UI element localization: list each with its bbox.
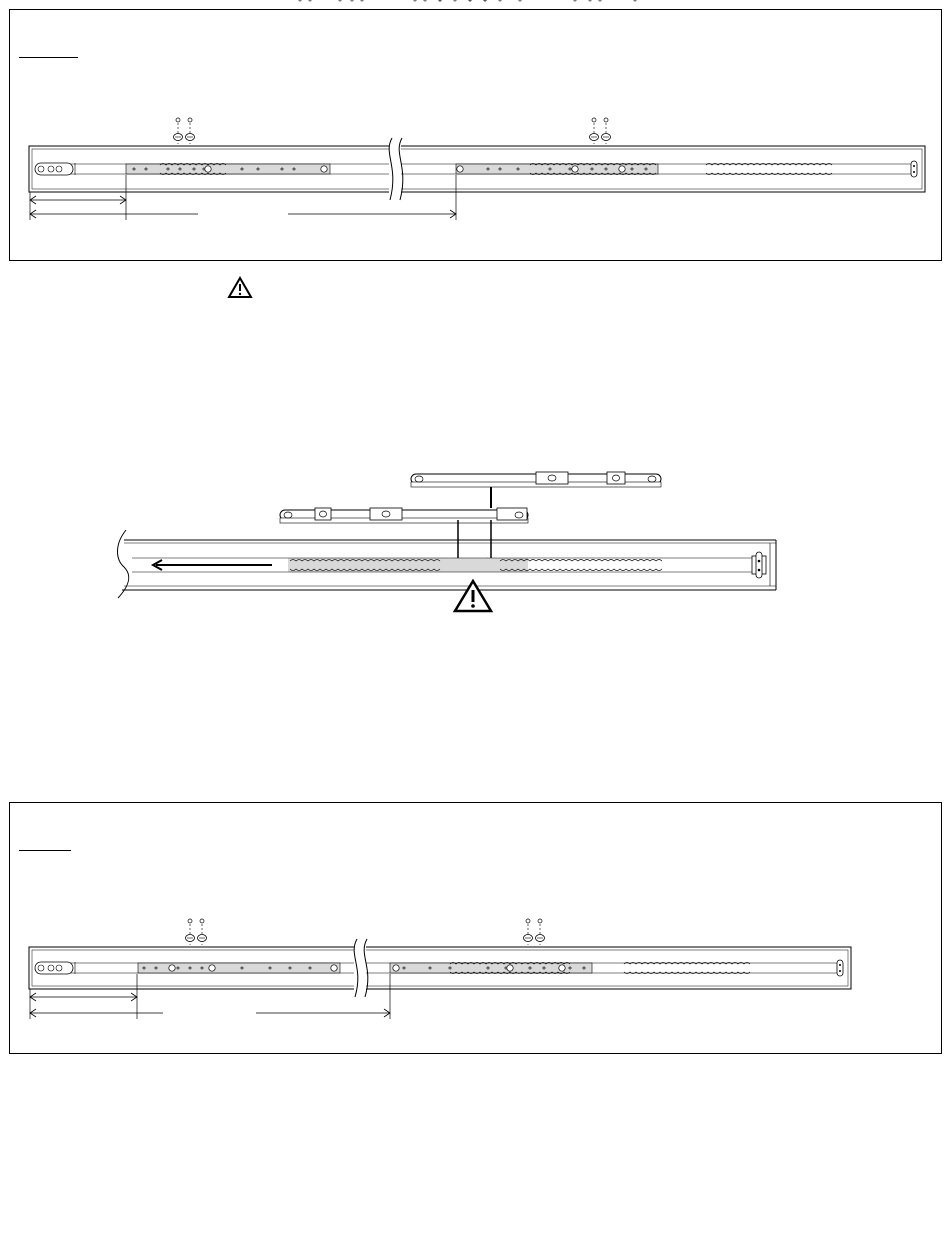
screw-icon <box>188 118 192 122</box>
screw-icon <box>176 118 180 122</box>
insertion-arrows <box>454 520 495 566</box>
mounting-hole <box>457 166 463 172</box>
screw-icon <box>200 919 204 923</box>
mounting-hole <box>331 965 337 971</box>
mounting-hole <box>205 166 211 172</box>
mounting-hole <box>619 166 625 172</box>
screw-icon <box>538 919 542 923</box>
mounting-hole <box>321 166 327 172</box>
carriage-strip <box>126 164 330 174</box>
warning-triangle-icon <box>229 278 251 297</box>
rail-assembly <box>29 919 851 1019</box>
mounting-hole <box>169 965 175 971</box>
end-cap-right <box>911 161 917 177</box>
mounting-hole <box>559 965 565 971</box>
rail-assembly-panel-top <box>9 9 942 261</box>
screw-icon <box>604 118 608 122</box>
warning-triangle-icon <box>455 581 491 611</box>
end-cap-right <box>837 960 843 976</box>
screw-icon <box>526 919 530 923</box>
carriage-strip <box>456 164 658 174</box>
rail-assembly-panel-bottom <box>9 802 942 1054</box>
rail-assembly-drawing-bottom <box>10 803 941 1053</box>
rail-section <box>118 530 777 598</box>
rail-assembly-drawing-top <box>10 10 941 260</box>
mounting-hole <box>572 166 578 172</box>
screw-icon <box>188 919 192 923</box>
carriage-strip <box>138 963 340 973</box>
arrow-left-icon <box>153 560 272 570</box>
screw-icon <box>592 118 596 122</box>
mounting-hole <box>393 965 399 971</box>
mounting-hole <box>507 965 513 971</box>
rail-assembly <box>29 118 925 220</box>
mounting-hole <box>209 965 215 971</box>
